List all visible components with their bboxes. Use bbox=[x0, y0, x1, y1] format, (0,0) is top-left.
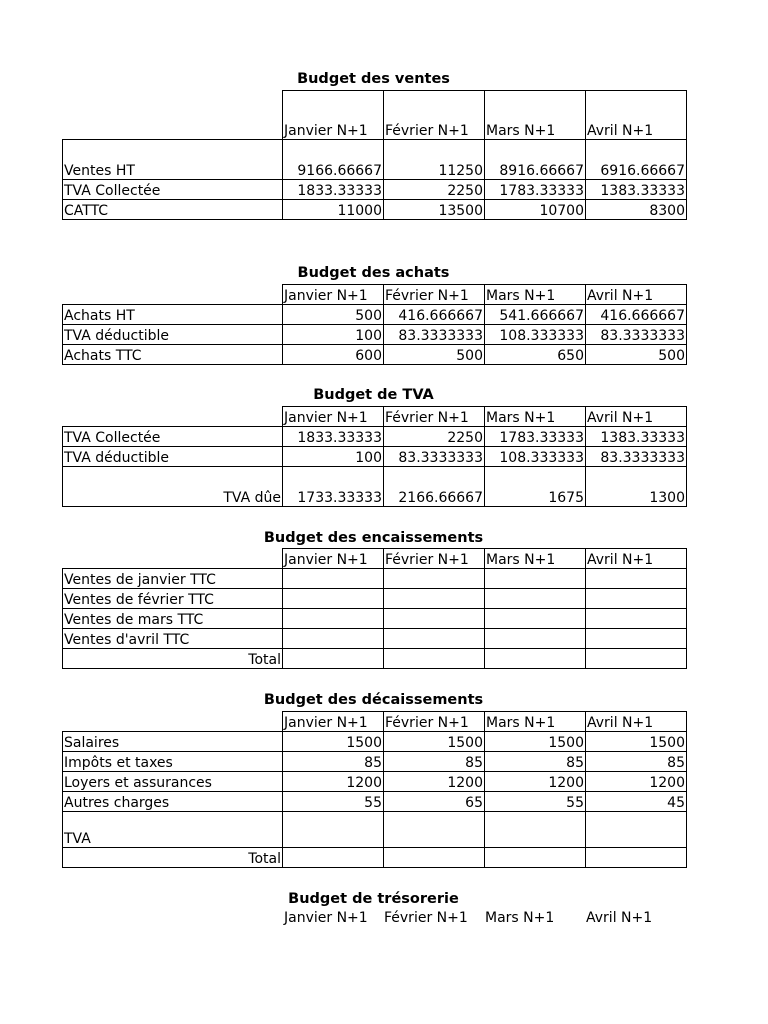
header-fevrier[interactable]: Février N+1 bbox=[384, 910, 468, 926]
empty-cell[interactable] bbox=[586, 609, 687, 629]
header-mars[interactable]: Mars N+1 bbox=[485, 712, 586, 732]
cell-value[interactable]: 83.3333333 bbox=[384, 325, 485, 345]
cell-value[interactable]: 2250 bbox=[384, 180, 485, 200]
row-label[interactable]: Ventes de janvier TTC bbox=[63, 569, 283, 589]
cell-value[interactable]: 1500 bbox=[485, 732, 586, 752]
cell-value[interactable]: 600 bbox=[283, 345, 384, 365]
cell-value[interactable]: 11000 bbox=[283, 200, 384, 220]
row-label[interactable]: Autres charges bbox=[63, 792, 283, 812]
cell-value[interactable]: 11250 bbox=[384, 140, 485, 180]
cell-value[interactable]: 500 bbox=[586, 345, 687, 365]
header-janvier[interactable]: Janvier N+1 bbox=[283, 712, 384, 732]
cell-value[interactable]: 1383.33333 bbox=[586, 180, 687, 200]
empty-cell[interactable] bbox=[586, 569, 687, 589]
title-budget-encaissements: Budget des encaissements bbox=[263, 530, 484, 546]
cell-value[interactable]: 1733.33333 bbox=[283, 467, 384, 507]
header-mars[interactable]: Mars N+1 bbox=[485, 91, 586, 140]
row-label[interactable]: TVA déductible bbox=[63, 447, 283, 467]
empty-cell[interactable] bbox=[586, 629, 687, 649]
cell-value[interactable]: 2250 bbox=[384, 427, 485, 447]
cell-value[interactable]: 55 bbox=[283, 792, 384, 812]
empty-cell[interactable] bbox=[384, 649, 485, 669]
table-budget-decaissements bbox=[62, 711, 687, 868]
title-budget-achats: Budget des achats bbox=[297, 265, 450, 281]
header-janvier[interactable]: Janvier N+1 bbox=[284, 910, 368, 926]
row-label[interactable]: Ventes de mars TTC bbox=[63, 609, 283, 629]
empty-cell[interactable] bbox=[283, 649, 384, 669]
header-fevrier[interactable]: Février N+1 bbox=[384, 549, 485, 569]
header-fevrier[interactable]: Février N+1 bbox=[384, 285, 485, 305]
cell-value[interactable]: 2166.66667 bbox=[384, 467, 485, 507]
header-avril[interactable]: Avril N+1 bbox=[586, 407, 687, 427]
row-label[interactable]: Loyers et assurances bbox=[63, 772, 283, 792]
empty-cell[interactable] bbox=[283, 589, 384, 609]
row-label[interactable]: TVA Collectée bbox=[63, 180, 283, 200]
cell-value[interactable]: 416.666667 bbox=[586, 305, 687, 325]
header-mars[interactable]: Mars N+1 bbox=[485, 910, 555, 926]
tresorerie-headers bbox=[282, 910, 686, 930]
empty-cell[interactable] bbox=[384, 609, 485, 629]
cell-value[interactable]: 108.333333 bbox=[485, 447, 586, 467]
empty-cell[interactable] bbox=[283, 569, 384, 589]
empty-cell[interactable] bbox=[485, 609, 586, 629]
row-label[interactable]: Ventes de février TTC bbox=[63, 589, 283, 609]
title-budget-tresorerie: Budget de trésorerie bbox=[288, 891, 459, 907]
empty-cell[interactable] bbox=[384, 589, 485, 609]
empty-cell[interactable] bbox=[485, 569, 586, 589]
title-budget-decaissements: Budget des décaissements bbox=[263, 692, 484, 708]
header-janvier[interactable]: Janvier N+1 bbox=[283, 407, 384, 427]
cell-value[interactable]: 45 bbox=[586, 792, 687, 812]
cell-value[interactable]: 500 bbox=[283, 305, 384, 325]
table-budget-encaissements bbox=[62, 548, 687, 669]
cell-value[interactable]: 1500 bbox=[384, 732, 485, 752]
row-label[interactable]: Achats HT bbox=[63, 305, 283, 325]
cell-value[interactable]: 1783.33333 bbox=[485, 180, 586, 200]
cell-value[interactable]: 1500 bbox=[586, 732, 687, 752]
title-budget-ventes: Budget des ventes bbox=[297, 71, 450, 87]
cell-value[interactable]: 1833.33333 bbox=[283, 180, 384, 200]
header-blank-cell bbox=[63, 285, 283, 305]
cell-value[interactable]: 1300 bbox=[586, 467, 687, 507]
cell-value[interactable]: 65 bbox=[384, 792, 485, 812]
header-blank-cell bbox=[63, 407, 283, 427]
header-fevrier[interactable]: Février N+1 bbox=[384, 91, 485, 140]
cell-value[interactable]: 85 bbox=[586, 752, 687, 772]
empty-cell[interactable] bbox=[586, 848, 687, 868]
cell-value[interactable]: 85 bbox=[485, 752, 586, 772]
cell-value[interactable]: 1783.33333 bbox=[485, 427, 586, 447]
cell-value[interactable]: 1200 bbox=[586, 772, 687, 792]
cell-value[interactable]: 1833.33333 bbox=[283, 427, 384, 447]
cell-value[interactable]: 8916.66667 bbox=[485, 140, 586, 180]
cell-value[interactable]: 55 bbox=[485, 792, 586, 812]
row-label[interactable]: Achats TTC bbox=[63, 345, 283, 365]
empty-cell[interactable] bbox=[384, 848, 485, 868]
cell-value[interactable]: 83.3333333 bbox=[586, 447, 687, 467]
header-avril[interactable]: Avril N+1 bbox=[586, 549, 687, 569]
cell-value[interactable]: 1200 bbox=[384, 772, 485, 792]
cell-value[interactable]: 1383.33333 bbox=[586, 427, 687, 447]
cell-value[interactable]: 1500 bbox=[283, 732, 384, 752]
cell-value[interactable]: 500 bbox=[384, 345, 485, 365]
cell-value[interactable]: 9166.66667 bbox=[283, 140, 384, 180]
cell-value[interactable]: 100 bbox=[283, 325, 384, 345]
cell-value[interactable]: 10700 bbox=[485, 200, 586, 220]
empty-cell[interactable] bbox=[283, 609, 384, 629]
cell-value[interactable]: 1200 bbox=[283, 772, 384, 792]
row-label[interactable]: Salaires bbox=[63, 732, 283, 752]
header-janvier[interactable]: Janvier N+1 bbox=[283, 91, 384, 140]
empty-cell[interactable] bbox=[586, 649, 687, 669]
empty-cell[interactable] bbox=[485, 848, 586, 868]
row-label[interactable]: Ventes d'avril TTC bbox=[63, 629, 283, 649]
header-mars[interactable]: Mars N+1 bbox=[485, 549, 586, 569]
cell-value[interactable]: 1200 bbox=[485, 772, 586, 792]
header-avril[interactable]: Avril N+1 bbox=[586, 910, 653, 926]
row-label[interactable]: Ventes HT bbox=[63, 140, 283, 180]
total-label[interactable]: Total bbox=[63, 649, 283, 669]
empty-cell[interactable] bbox=[384, 569, 485, 589]
cell-value[interactable]: 108.333333 bbox=[485, 325, 586, 345]
cell-value[interactable]: 100 bbox=[283, 447, 384, 467]
cell-value[interactable]: 416.666667 bbox=[384, 305, 485, 325]
cell-value[interactable]: 8300 bbox=[586, 200, 687, 220]
cell-value[interactable]: 6916.66667 bbox=[586, 140, 687, 180]
empty-cell[interactable] bbox=[485, 649, 586, 669]
cell-value[interactable]: 83.3333333 bbox=[384, 447, 485, 467]
empty-cell[interactable] bbox=[283, 812, 384, 848]
header-janvier[interactable]: Janvier N+1 bbox=[283, 549, 384, 569]
empty-cell[interactable] bbox=[485, 812, 586, 848]
header-mars[interactable]: Mars N+1 bbox=[485, 285, 586, 305]
header-mars[interactable]: Mars N+1 bbox=[485, 407, 586, 427]
empty-cell[interactable] bbox=[586, 589, 687, 609]
header-avril[interactable]: Avril N+1 bbox=[586, 91, 687, 140]
empty-cell[interactable] bbox=[384, 629, 485, 649]
cell-value[interactable]: 83.3333333 bbox=[586, 325, 687, 345]
header-janvier[interactable]: Janvier N+1 bbox=[283, 285, 384, 305]
header-fevrier[interactable]: Février N+1 bbox=[384, 712, 485, 732]
header-fevrier[interactable]: Février N+1 bbox=[384, 407, 485, 427]
table-budget-tva bbox=[62, 406, 687, 507]
table-budget-achats bbox=[62, 284, 687, 365]
row-label[interactable]: TVA Collectée bbox=[63, 427, 283, 447]
empty-cell[interactable] bbox=[485, 629, 586, 649]
cell-value[interactable]: 13500 bbox=[384, 200, 485, 220]
title-budget-tva: Budget de TVA bbox=[313, 387, 434, 403]
cell-value[interactable]: 1675 bbox=[485, 467, 586, 507]
cell-value[interactable]: 85 bbox=[384, 752, 485, 772]
header-blank-cell bbox=[63, 712, 283, 732]
empty-cell[interactable] bbox=[283, 848, 384, 868]
empty-cell[interactable] bbox=[485, 589, 586, 609]
row-label[interactable]: Impôts et taxes bbox=[63, 752, 283, 772]
cell-value[interactable]: 541.666667 bbox=[485, 305, 586, 325]
header-avril[interactable]: Avril N+1 bbox=[586, 285, 687, 305]
header-avril[interactable]: Avril N+1 bbox=[586, 712, 687, 732]
table-budget-ventes bbox=[62, 90, 687, 220]
row-label[interactable]: CATTC bbox=[63, 200, 283, 220]
empty-cell[interactable] bbox=[586, 812, 687, 848]
total-label[interactable]: TVA dûe bbox=[63, 467, 283, 507]
cell-value[interactable]: 85 bbox=[283, 752, 384, 772]
total-label[interactable]: Total bbox=[63, 848, 283, 868]
row-label-tva[interactable]: TVA bbox=[63, 812, 283, 848]
cell-value[interactable]: 650 bbox=[485, 345, 586, 365]
empty-cell[interactable] bbox=[384, 812, 485, 848]
empty-cell[interactable] bbox=[283, 629, 384, 649]
header-blank-cell bbox=[63, 91, 283, 140]
header-blank-cell bbox=[63, 549, 283, 569]
row-label[interactable]: TVA déductible bbox=[63, 325, 283, 345]
